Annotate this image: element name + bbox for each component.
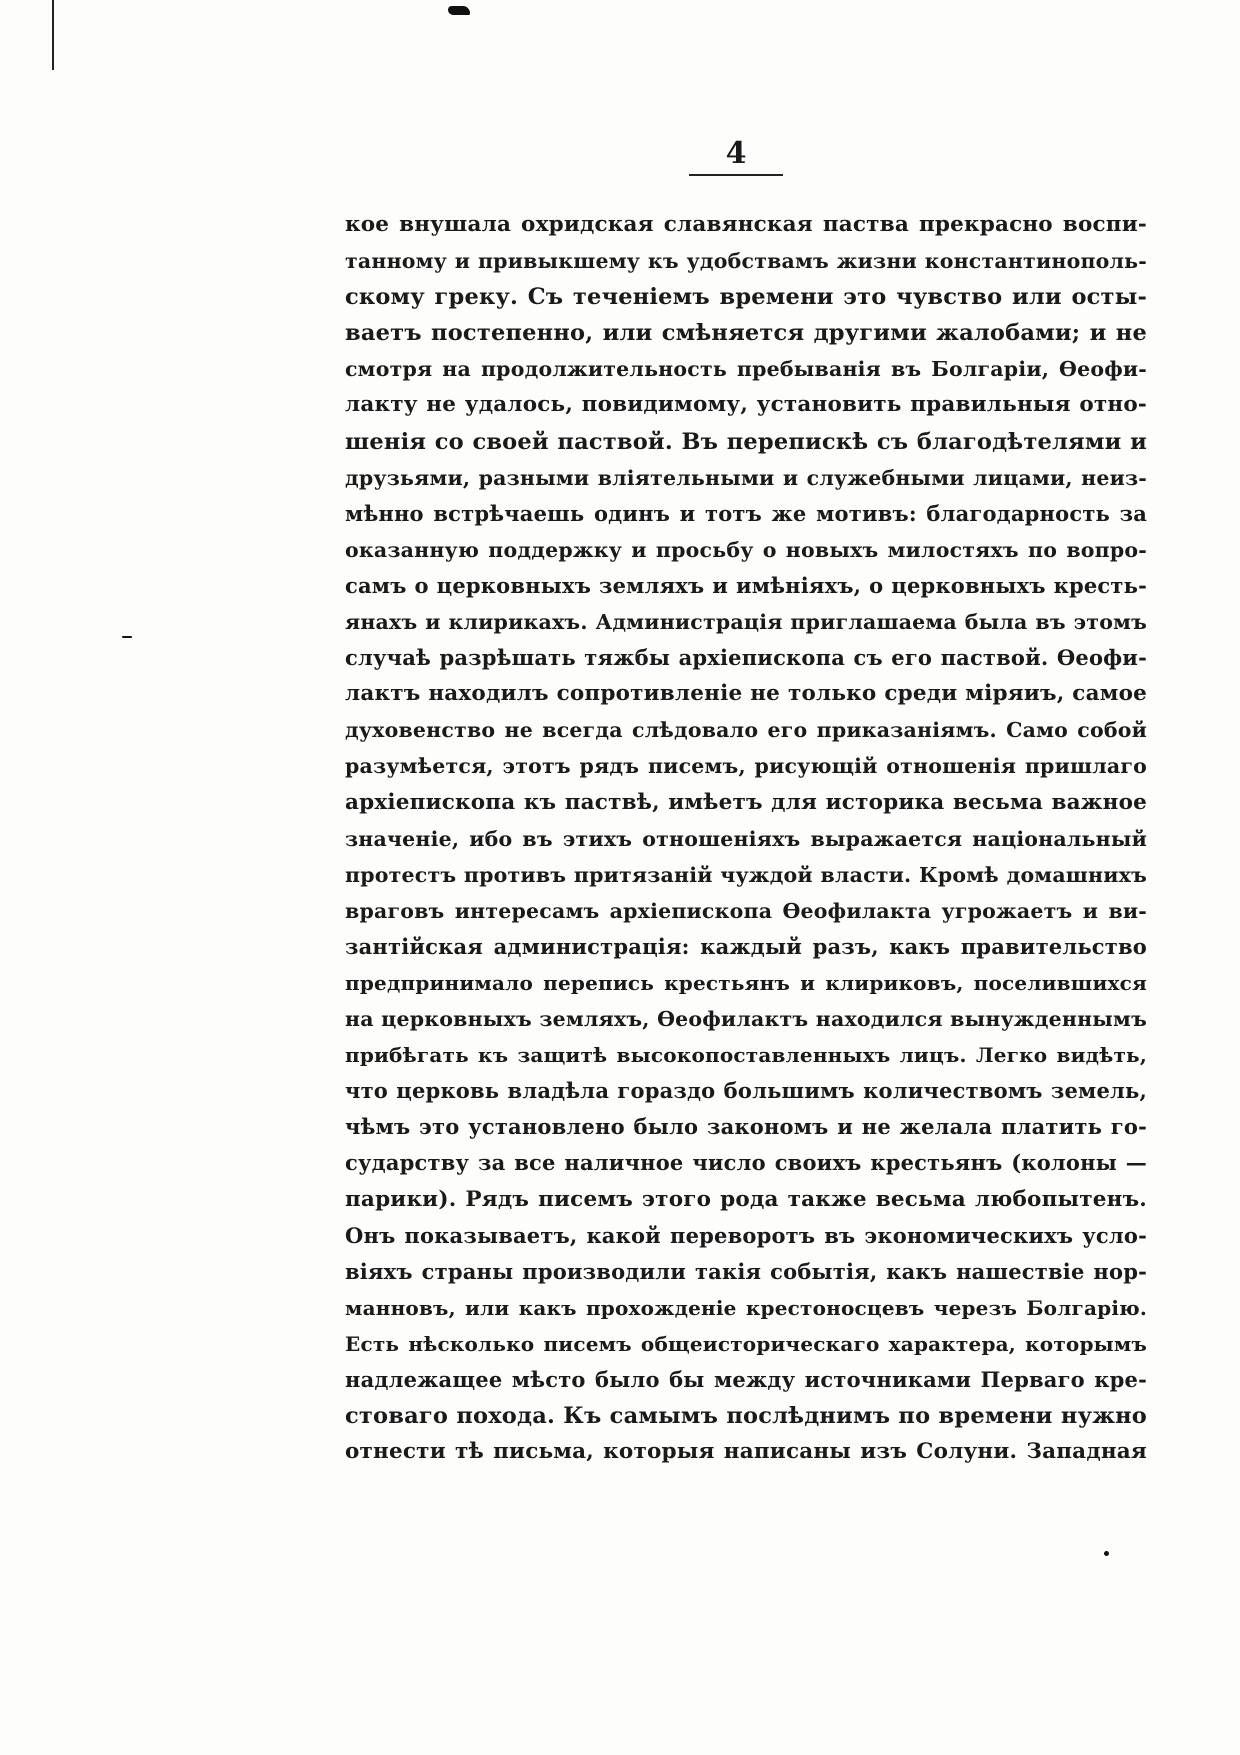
text-line: чѣмъ это установлено было закономъ и не желала платить го- <box>345 1114 1147 1140</box>
body-text <box>345 207 1147 1470</box>
text-line: прибѣгать къ защитѣ высокопоставленныхъ лицъ. Легко видѣть, <box>345 1043 1147 1068</box>
text-line: танному и привыкшему къ удобствамъ жизни константинополь- <box>345 249 1147 274</box>
text-line: самъ о церковныхъ земляхъ и имѣніяхъ, о церковныхъ кресть- <box>345 572 1147 598</box>
text-line: мѣнно встрѣчаешь одинъ и тотъ же мотивъ: благодарность за <box>345 500 1147 526</box>
text-line: оказанную поддержку и просьбу о новыхъ милостяхъ по вопро- <box>345 537 1147 562</box>
text-line: что церковь владѣла гораздо большимъ количествомъ земель, <box>345 1078 1147 1104</box>
text-line: парики). Рядъ писемъ этого рода также весьма любопытенъ. <box>345 1186 1147 1212</box>
page-number-rule <box>689 174 783 176</box>
text-line: скому греку. Съ теченіемъ времени это чувство или осты- <box>345 284 1147 311</box>
text-line: предпринимало перепись крестьянъ и клириковъ, поселившихся <box>345 970 1147 995</box>
text-line: зантійская администрація: каждый разъ, какъ правительство <box>345 933 1147 959</box>
text-line: надлежащее мѣсто было бы между источниками Перваго кре- <box>345 1367 1147 1392</box>
text-line: Есть нѣсколько писемъ общеисторическаго характера, которымъ <box>345 1331 1147 1356</box>
text-line: стоваго похода. Къ самымъ послѣднимъ по времени нужно <box>345 1403 1147 1430</box>
text-line: случаѣ разрѣшать тяжбы архіепископа съ его паствой. Ѳеофи- <box>345 645 1147 671</box>
text-line: друзьями, разными вліятельными и служебными лицами, неиз- <box>345 465 1147 490</box>
scan-ink-dot <box>1104 1551 1109 1556</box>
text-line: значеніе, ибо въ этихъ отношеніяхъ выражается національный <box>345 826 1147 851</box>
page-number: 4 <box>725 136 747 171</box>
text-line: лактъ находилъ сопротивленіе не только среди міряиъ, самое <box>345 681 1147 707</box>
scan-ink-mark <box>122 636 132 638</box>
text-line: смотря на продолжительность пребыванія въ Болгаріи, Ѳеофи- <box>345 357 1147 382</box>
text-line: архіепископа къ паствѣ, имѣетъ для историка весьма важное <box>345 789 1147 815</box>
text-line: ваетъ постепенно, или смѣняется другими жалобами; и не <box>345 320 1147 347</box>
text-line: янахъ и клирикахъ. Администрація приглашаема была въ этомъ <box>345 610 1147 635</box>
text-line: Онъ показываетъ, какой переворотъ въ экономическихъ усло- <box>345 1222 1147 1248</box>
text-line: шенія со своей паствой. Въ перепискѣ съ благодѣтелями и <box>345 428 1147 455</box>
text-line: лакту не удалось, повидимому, установить правильныя отно- <box>345 392 1147 418</box>
text-line: разумѣется, этотъ рядъ писемъ, рисующій отношенія пришлаго <box>345 754 1147 779</box>
text-line: на церковныхъ земляхъ, Ѳеофилактъ находился вынужденнымъ <box>345 1007 1147 1032</box>
text-line: віяхъ страны производили такія событія, какъ нашествіе нор- <box>345 1258 1147 1284</box>
text-line: сударству за все наличное число своихъ крестьянъ (колоны — <box>345 1150 1147 1176</box>
text-line: манновъ, или какъ прохожденіе крестоносцевъ черезъ Болгарію. <box>345 1295 1147 1320</box>
text-line: протестъ противъ притязаній чуждой власти. Кромѣ домашнихъ <box>345 862 1147 887</box>
text-line: кое внушала охридская славянская паства прекрасно воспи- <box>345 212 1147 237</box>
text-line: духовенство не всегда слѣдовало его приказаніямъ. Само собой <box>345 718 1147 743</box>
text-line: враговъ интересамъ архіепископа Ѳеофилакта угрожаетъ и ви- <box>345 898 1147 923</box>
scan-ink-smudge <box>448 6 470 15</box>
text-line: отнести тѣ письма, которыя написаны изъ Солуни. Западная <box>345 1439 1147 1465</box>
scan-binding-edge <box>52 0 54 70</box>
page-header <box>686 136 786 176</box>
